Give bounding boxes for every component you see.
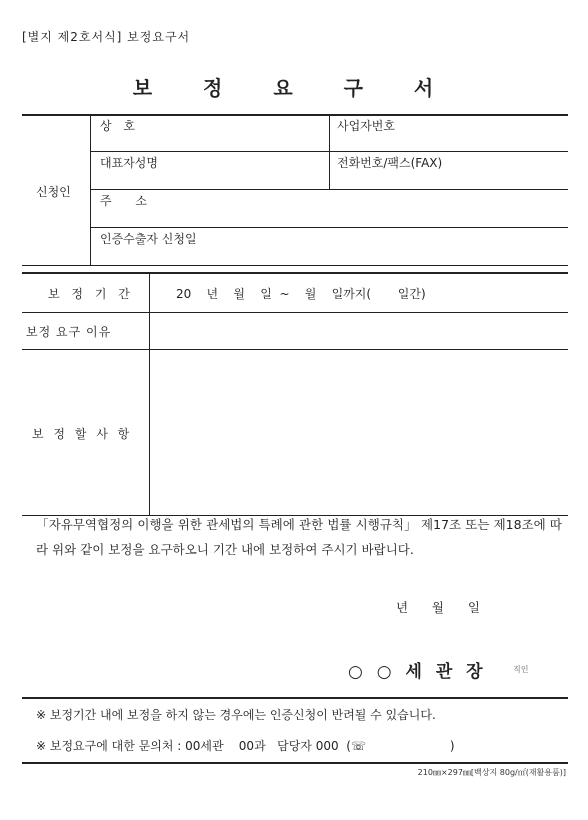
statement-text: 「자유무역협정의 이행을 위한 관세법의 특례에 관한 법률 시행규칙」 제17조 또는 제18조에 따라 위와 같이 보정을 요구하오니 기간 내에 보정하여 주시기 바랍니다.: [36, 517, 562, 557]
reason-row-bottom: [22, 349, 568, 350]
row-divider-3: [90, 227, 568, 228]
form-label: [별지 제2호서식] 보정요구서: [22, 30, 191, 44]
applicant-label: 신청인: [36, 185, 71, 199]
paper-spec: 210㎜×297㎜[백상지 80g/㎡(재활용품)]: [417, 768, 566, 777]
application-date-label: 인증수출자 신청일: [100, 232, 197, 246]
notes-top-border: [22, 697, 568, 699]
representative-label: 대표자성명: [100, 156, 158, 170]
note-rejection: ※ 보정기간 내에 보정을 하지 않는 경우에는 인증신청이 반려될 수 있습니다.: [36, 708, 436, 722]
items-label: 보 정 할 사 항: [32, 427, 133, 441]
column-divider: [329, 114, 330, 189]
phone-fax-label: 전화번호/팩스(FAX): [337, 156, 443, 170]
correction-top-border: [22, 272, 568, 274]
correction-divider: [149, 272, 150, 515]
applicant-divider: [90, 114, 91, 266]
notes-bottom-border: [22, 762, 568, 764]
seal-label: 직인: [513, 665, 529, 674]
date-line: 년 월 일: [396, 600, 480, 615]
row-divider-2: [90, 189, 568, 190]
business-number-label: 사업자번호: [337, 119, 395, 133]
issuer-name: ○ ○ 세 관 장: [348, 662, 487, 682]
reason-label: 보정 요구 이유: [26, 325, 112, 339]
document-title: 보 정 요 구 서: [132, 76, 456, 100]
period-value: 20 년 월 일 ~ 월 일까지( 일간): [176, 287, 426, 301]
note-contact: ※ 보정요구에 대한 문의처 : 00세관 00과 담당자 000 (☏ ): [36, 739, 455, 753]
table-top-border: [22, 114, 568, 116]
period-label: 보 정 기 간: [48, 287, 134, 301]
period-row-bottom: [22, 312, 568, 313]
address-label: 주 소: [100, 194, 157, 208]
trade-name-label: 상 호: [100, 119, 139, 133]
applicant-bottom-border: [22, 265, 568, 266]
